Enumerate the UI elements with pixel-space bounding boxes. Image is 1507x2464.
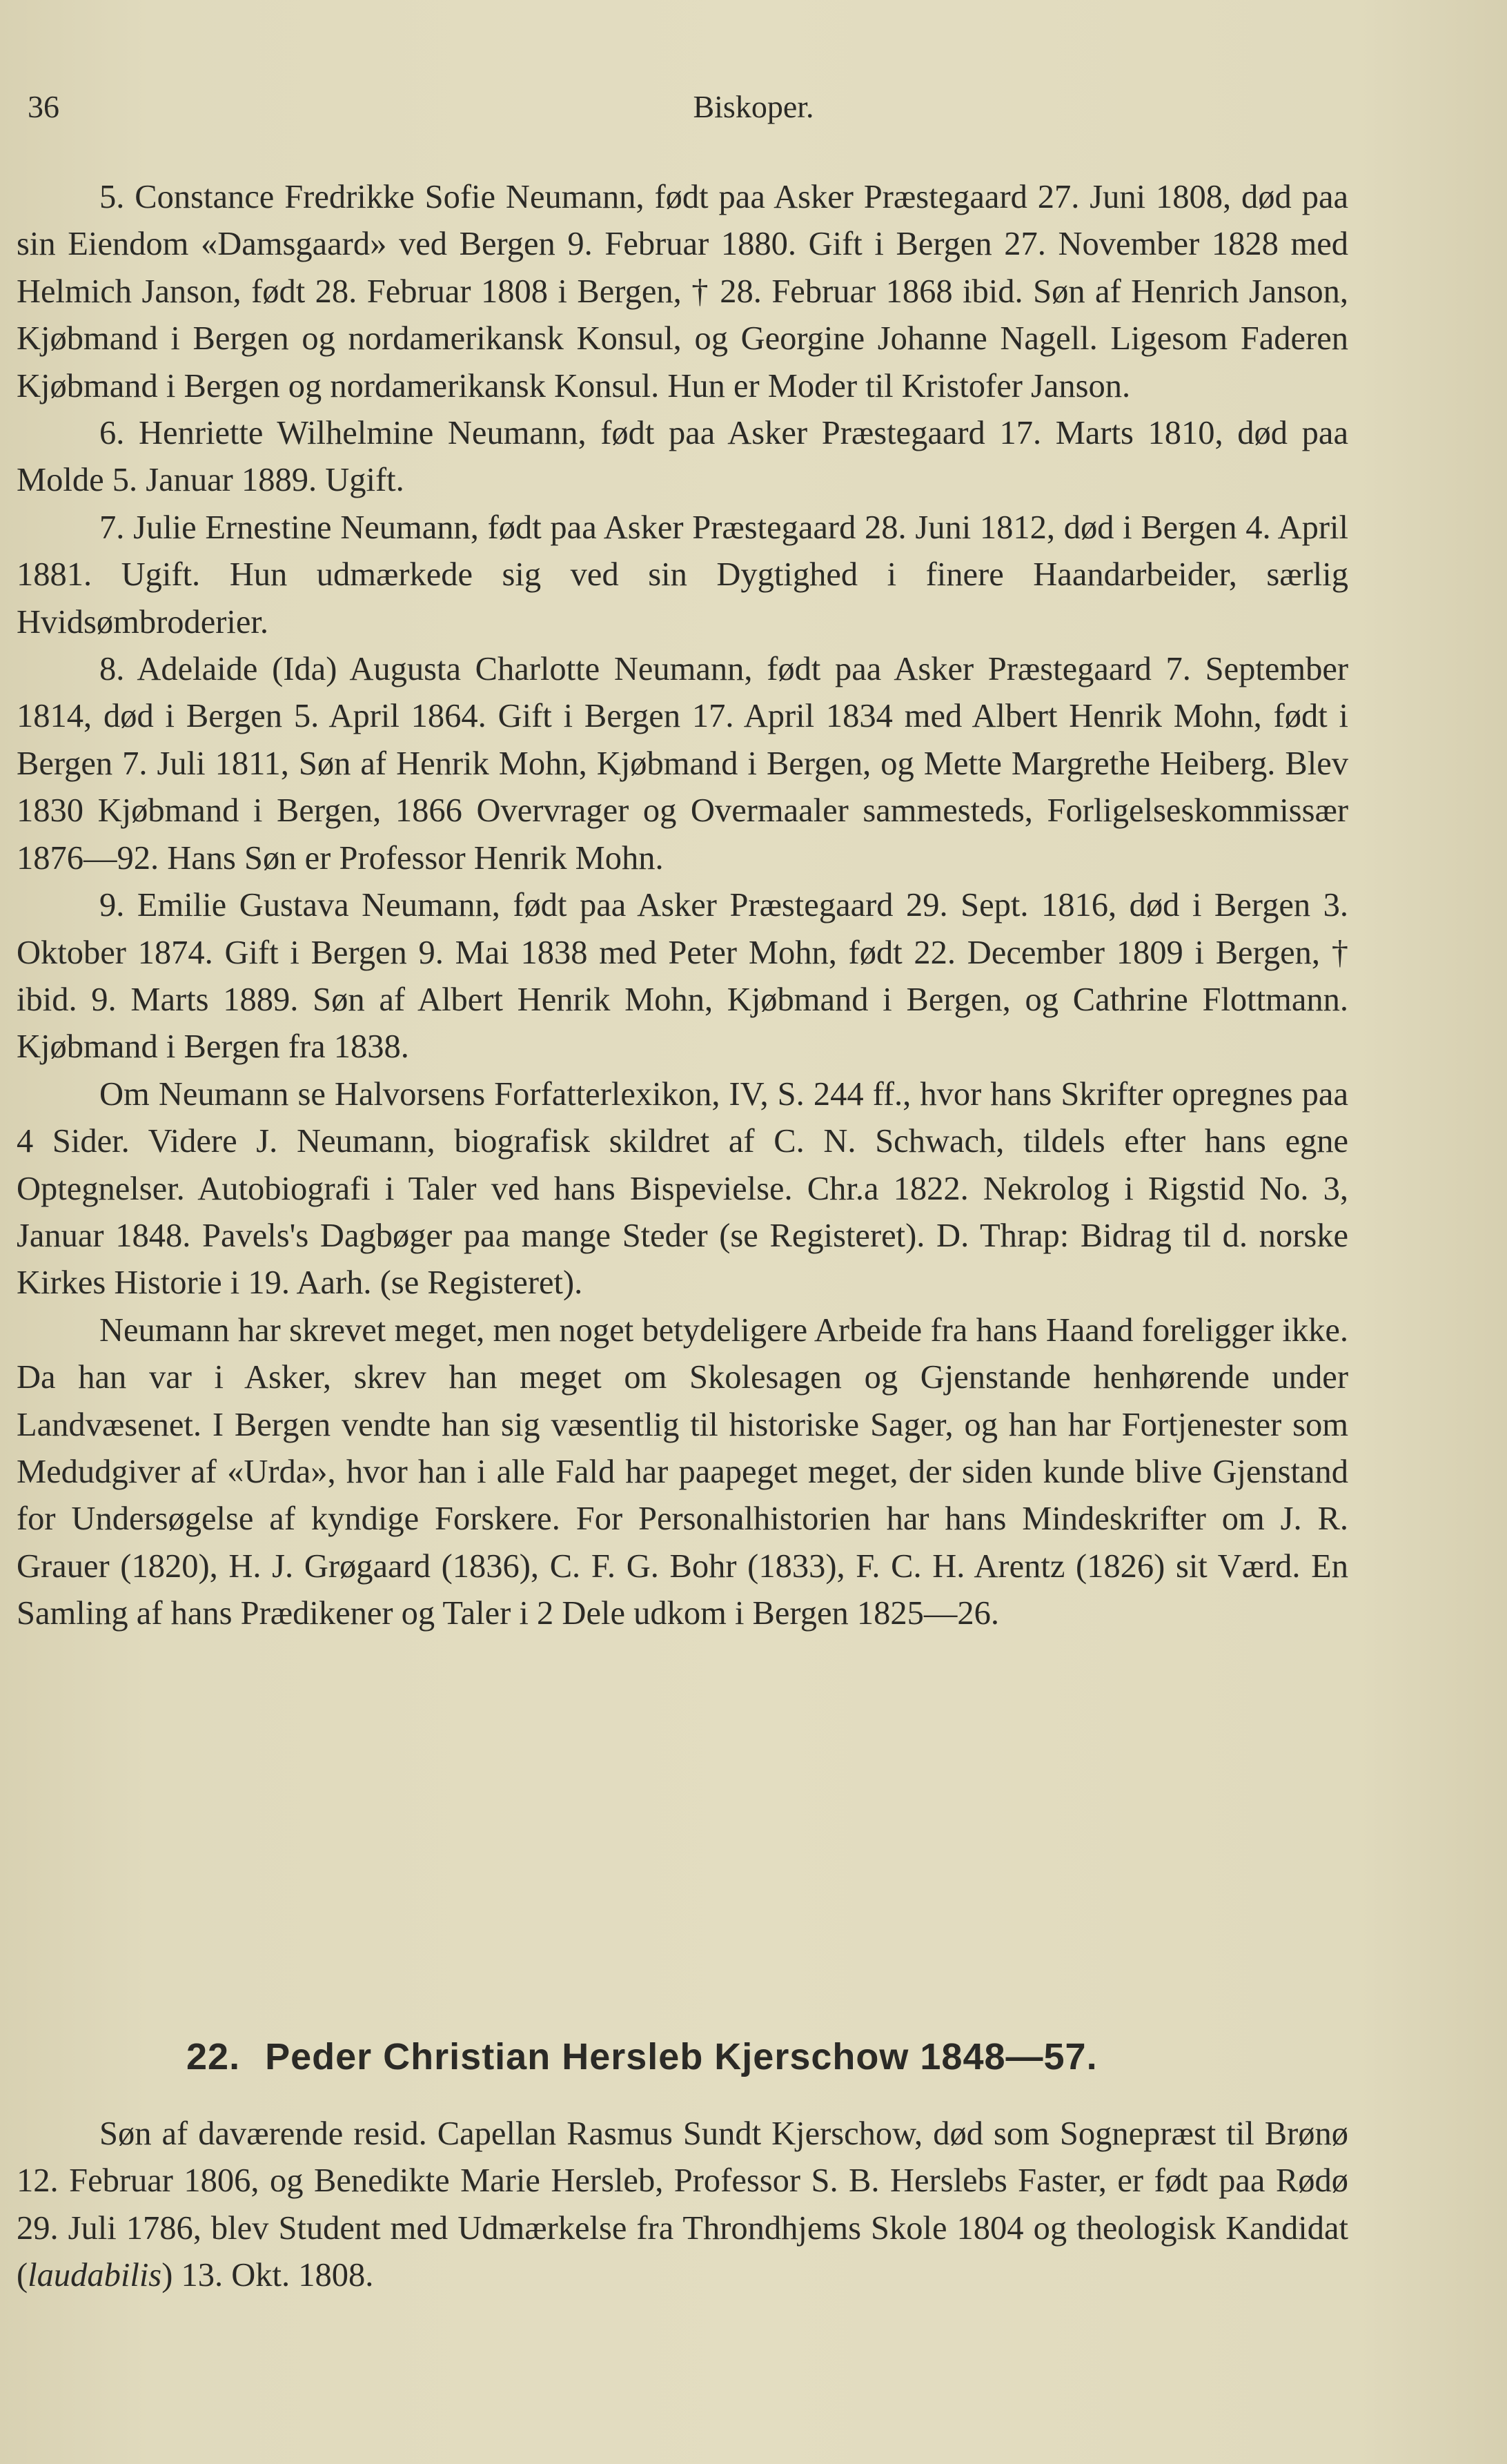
entry-paragraph-6: 6. Henriette Wilhelmine Neumann, født paa Asker Præstegaard 17. Marts 1810, død paa Molde 5. Januar 1889. Ugift. xyxy=(17,415,1348,499)
section-number: 22. xyxy=(186,2036,241,2077)
page-header xyxy=(28,88,1479,130)
entry-paragraph-5: 5. Constance Fredrikke Sofie Neumann, født paa Asker Præstegaard 27. Juni 1808, død paa sin Eiendom «Damsgaard» ved Bergen 9. Februar 1880. Gift i Bergen 27. November 1828 med Helmich Janson, født 28. Februar 1808 i Bergen, † 28. Februar 1868 ibid. Søn af Henrich Janson, Kjøbmand i Bergen og nordamerikansk Konsul, og Georgine Johanne Nagell. Ligesom Faderen Kjøbmand i Bergen og nordamerikansk Konsul. Hun er Moder til Kristofer Janson. xyxy=(17,179,1348,404)
entry-paragraph-9: 9. Emilie Gustava Neumann, født paa Asker Præstegaard 29. Sept. 1816, død i Bergen 3. Oktober 1874. Gift i Bergen 9. Mai 1838 med Peter Mohn, født 22. December 1809 i Bergen, † ibid. 9. Marts 1889. Søn af Albert Henrik Mohn, Kjøbmand i Bergen, og Cathrine Flottmann. Kjøbmand i Bergen fra 1838. xyxy=(17,887,1348,1066)
section-text-start: Søn af daværende resid. Capellan Rasmus Sundt Kjerschow, død som Sognepræst til Brønø 12. Februar 1806, og Benedikte Marie Hersleb, Professor S. B. Herslebs Faster, er født paa Rødø 29. Juli 1786, blev Student med Udmærkelse fra Throndhjems Skole 1804 og theologisk Kandidat ( xyxy=(17,2115,1348,2294)
section-paragraph xyxy=(17,2111,1348,2300)
section-title: Peder Christian Hersleb Kjerschow 1848—57. xyxy=(265,2036,1098,2077)
section-heading xyxy=(186,2029,1428,2084)
sources-paragraph: Om Neumann se Halvorsens Forfatterlexikon, IV, S. 244 ff., hvor hans Skrifter opregnes paa 4 Sider. Videre J. Neumann, biografisk skildret af C. N. Schwach, tildels efter hans egne Optegnelser. Autobiografi i Taler ved hans Bispevielse. Chr.a 1822. Nekrolog i Rigstid No. 3, Januar 1848. Pavels's Dagbøger paa mange Steder (se Registeret). D. Thrap: Bidrag til d. norske Kirkes Historie i 19. Aarh. (se Registeret). xyxy=(17,1075,1348,1302)
running-title: Biskoper. xyxy=(693,89,814,124)
main-text-block xyxy=(17,174,1348,1638)
section-text-italic: laudabilis xyxy=(28,2257,162,2294)
entry-paragraph-7: 7. Julie Ernestine Neumann, født paa Asker Præstegaard 28. Juni 1812, død i Bergen 4. April 1881. Ugift. Hun udmærkede sig ved sin Dygtighed i finere Haandarbeider, særlig Hvidsømbroderier. xyxy=(17,509,1348,641)
section-text-block xyxy=(17,2111,1348,2300)
works-paragraph: Neumann har skrevet meget, men noget betydeligere Arbeide fra hans Haand foreligger ikke. Da han var i Asker, skrev han meget om Skolesagen og Gjenstande henhørende under Landvæsenet. I Bergen vendte han sig væsentlig til historiske Sager, og han har Fortjenester som Medudgiver af «Urda», hvor han i alle Fald har paapeget meget, der siden kunde blive Gjenstand for Undersøgelse af kyndige Forskere. For Personalhistorien har hans Mindeskrifter om J. R. Grauer (1820), H. J. Grøgaard (1836), C. F. G. Bohr (1833), F. C. H. Arentz (1826) sit Værd. En Samling af hans Prædikener og Taler i 2 Dele udkom i Bergen 1825—26. xyxy=(17,1311,1348,1632)
section-text-end: ) 13. Okt. 1808. xyxy=(161,2257,374,2294)
entry-paragraph-8: 8. Adelaide (Ida) Augusta Charlotte Neumann, født paa Asker Præstegaard 7. September 1814, død i Bergen 5. April 1864. Gift i Bergen 17. April 1834 med Albert Henrik Mohn, født i Bergen 7. Juli 1811, Søn af Henrik Mohn, Kjøbmand i Bergen, og Mette Margrethe Heiberg. Blev 1830 Kjøbmand i Bergen, 1866 Overvrager og Overmaaler sammesteds, Forligelseskommissær 1876—92. Hans Søn er Professor Henrik Mohn. xyxy=(17,651,1348,877)
page-number: 36 xyxy=(28,89,59,124)
